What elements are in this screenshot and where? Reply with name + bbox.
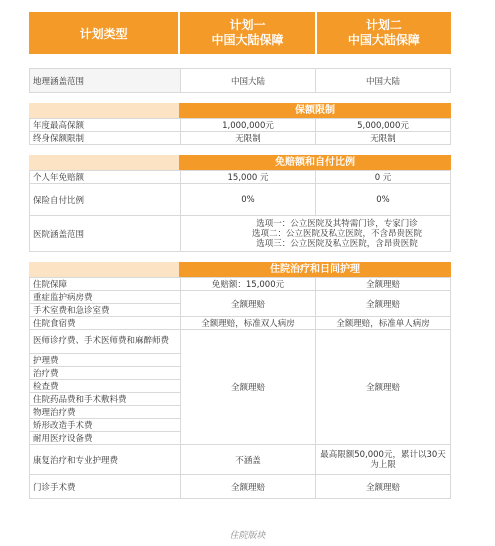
table-row <box>30 69 451 93</box>
plan-two-value: 最高限额50,000元，累计以30天为上限 <box>316 445 451 475</box>
plan-one-value: 1,000,000元 <box>181 119 316 132</box>
plan-type-header: 计划类型 <box>29 12 178 54</box>
row-label: 住院食宿费 <box>30 317 181 330</box>
plan-one-value: 全额理赔，标准双人病房 <box>181 317 316 330</box>
plan-two-value: 中国大陆 <box>316 69 451 93</box>
table-row <box>30 475 451 499</box>
scope-option: 选项三：公立医院及私立医院，含昂贵医院 <box>256 238 418 249</box>
table-row <box>30 278 451 291</box>
row-label: 康复治疗和专业护理费 <box>30 445 181 475</box>
plan-one-value: 无限制 <box>181 132 316 145</box>
hospital-scope-options <box>181 216 451 252</box>
deductible-section <box>29 170 451 252</box>
plan-one-value: 免赔额：15,000元 <box>181 278 316 291</box>
figure-caption: 住院版块 <box>229 531 266 541</box>
row-label: 住院保障 <box>30 278 181 291</box>
table-row <box>30 171 451 184</box>
row-label: 地理涵盖范围 <box>30 69 181 93</box>
row-label: 治疗费 <box>30 367 181 380</box>
row-label: 个人年免赔额 <box>30 171 181 184</box>
row-label: 物理治疗费 <box>30 406 181 419</box>
plan-two-value: 全额理赔 <box>316 330 451 445</box>
plan-two-value: 无限制 <box>316 132 451 145</box>
row-label: 耐用医疗设备费 <box>30 432 181 445</box>
row-label: 医师诊疗费、手术医师费和麻醉师费 <box>30 330 181 354</box>
row-label: 护理费 <box>30 354 181 367</box>
section-bar-inpatient <box>29 262 451 277</box>
row-label: 终身保额限制 <box>30 132 181 145</box>
plan-header-row <box>29 12 451 54</box>
benefits-table <box>29 12 451 499</box>
plan-one-value: 15,000 元 <box>181 171 316 184</box>
geography-section <box>29 68 451 93</box>
row-label: 矫形改造手术费 <box>30 419 181 432</box>
plan-two-value: 全额理赔 <box>316 475 451 499</box>
plan-two-value: 0 元 <box>316 171 451 184</box>
table-row <box>30 119 451 132</box>
plan-one-value: 全额理赔 <box>181 475 316 499</box>
plan-two-value: 全额理赔 <box>316 291 451 317</box>
row-label: 门诊手术费 <box>30 475 181 499</box>
row-label: 检查费 <box>30 380 181 393</box>
table-row <box>30 291 451 304</box>
plan-one-value: 全额理赔 <box>181 330 316 445</box>
section-bar-limits <box>29 103 451 118</box>
row-label: 年度最高保额 <box>30 119 181 132</box>
row-label: 手术室费和急诊室费 <box>30 304 181 317</box>
row-label: 保险自付比例 <box>30 184 181 216</box>
row-label: 重症监护病房费 <box>30 291 181 304</box>
plan-two-header: 计划二 中国大陆保障 <box>315 12 451 54</box>
plan-two-value: 全额理赔，标准单人病房 <box>316 317 451 330</box>
table-row <box>30 184 451 216</box>
scope-option: 选项一：公立医院及其特需门诊，专家门诊 <box>256 218 418 229</box>
table-row <box>30 132 451 145</box>
plan-one-value: 不涵盖 <box>181 445 316 475</box>
plan-two-value: 5,000,000元 <box>316 119 451 132</box>
plan-one-value: 全额理赔 <box>181 291 316 317</box>
section-title: 免赔额和自付比例 <box>179 155 451 170</box>
table-row <box>30 317 451 330</box>
section-title: 保额限制 <box>179 103 451 118</box>
limits-section <box>29 118 451 145</box>
table-row <box>30 216 451 252</box>
table-row <box>30 445 451 475</box>
inpatient-section <box>29 277 451 499</box>
plan-one-header: 计划一 中国大陆保障 <box>178 12 314 54</box>
row-label: 住院药品费和手术敷料费 <box>30 393 181 406</box>
section-bar-deductible <box>29 155 451 170</box>
section-title: 住院治疗和日间护理 <box>179 262 451 277</box>
plan-two-value: 全额理赔 <box>316 278 451 291</box>
row-label: 医院涵盖范围 <box>30 216 181 252</box>
table-row <box>30 330 451 354</box>
plan-one-value: 0% <box>181 184 316 216</box>
scope-option: 选项二：公立医院及私立医院，不含昂贵医院 <box>251 228 422 239</box>
plan-two-value: 0% <box>316 184 451 216</box>
plan-one-value: 中国大陆 <box>181 69 316 93</box>
